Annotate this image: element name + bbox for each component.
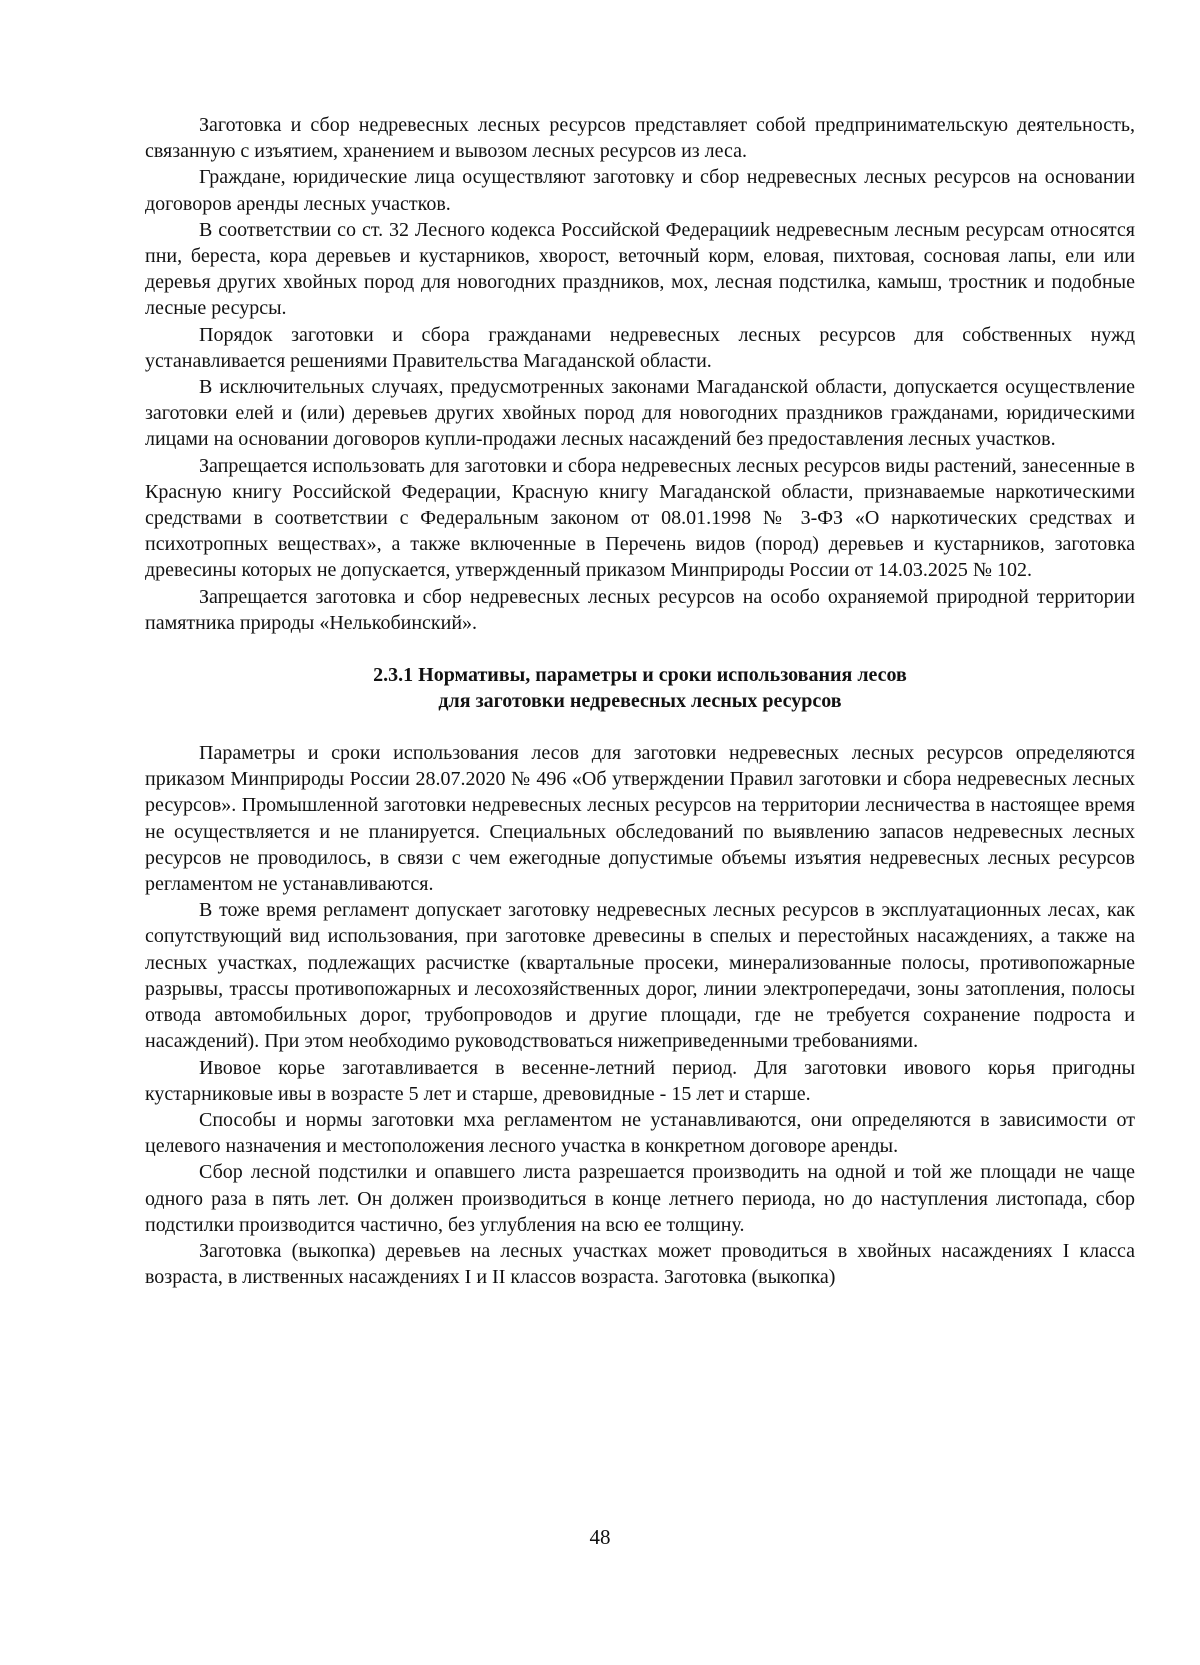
paragraph-body-6: Заготовка (выкопка) деревьев на лесных участках может проводиться в хвойных насаждениях I класса возраста, в лиственных насаждениях I и II классов возраста. Заготовка (выкопка) — [145, 1239, 1135, 1289]
section-heading — [145, 662, 1135, 714]
paragraph-body-3: Ивовое корье заготавливается в весенне-летний период. Для заготовки ивового корья пригодны кустарниковые ивы в возрасте 5 лет и старше, древовидные - 15 лет и старше. — [145, 1056, 1135, 1105]
paragraph-intro-6: Запрещается использовать для заготовки и сбора недревесных лесных ресурсов виды растений, занесенные в Красную книгу Российской Федерации, Красную книгу Магаданской области, признаваемые наркотическими средствами в соответствии с Федеральным законом от 08.01.1998 № 3-ФЗ «О наркотических средствах и психотропных веществах», а также включенные в Перечень видов (пород) деревьев и кустарников, заготовка древесины которых не допускается, утвержденный приказом Минприроды России от 14.03.2025 № 102. — [145, 454, 1135, 582]
paragraph-intro-3: В соответствии со ст. 32 Лесного кодекса Российской Федерацииk недревесным лесным ресурсам относятся пни, береста, кора деревьев и кустарников, хворост, веточный корм, еловая, пихтовая, сосновая лапы, ели или деревья других хвойных пород для новогодних праздников, мох, лесная подстилка, камыш, тростник и подобные лесные ресурсы. — [145, 218, 1135, 320]
paragraph-body-4: Способы и нормы заготовки мха регламентом не устанавливаются, они определяются в зависимости от целевого назначения и местоположения лесного участка в конкретном договоре аренды. — [145, 1108, 1135, 1158]
paragraph-intro-5: В исключительных случаях, предусмотренных законами Магаданской области, допускается осуществление заготовки елей и (или) деревьев других хвойных пород для новогодних праздников гражданами, юридическими лицами на основании договоров купли-продажи лесных насаждений без предоставления лесных участков. — [145, 376, 1135, 451]
paragraph-intro-4: Порядок заготовки и сбора гражданами недревесных лесных ресурсов для собственных нужд устанавливается решениями Правительства Магаданской области. — [145, 323, 1135, 372]
document-page — [145, 112, 1135, 1290]
paragraph-body-2: В тоже время регламент допускает заготовку недревесных лесных ресурсов в эксплуатационных лесах, как сопутствующий вид использования, при заготовке древесины в спелых и перестойных насаждениях, а также на лесных участках, подлежащих расчистке (квартальные просеки, минерализованные полосы, противопожарные разрывы, трассы противопожарных и лесохозяйственных дорог, линии электропередачи, зоны затопления, полосы отвода автомобильных дорог, трубопроводов и другие площади, где не требуется сохранение подроста и насаждений). При этом необходимо руководствоваться нижеприведенными требованиями. — [145, 899, 1135, 1053]
paragraph-intro-1: Заготовка и сбор недревесных лесных ресурсов представляет собой предпринимательскую деятельность, связанную с изъятием, хранением и вывозом лесных ресурсов из леса. — [145, 114, 1135, 163]
paragraph-body-5: Сбор лесной подстилки и опавшего листа разрешается производить на одной и той же площади не чаще одного раза в пять лет. Он должен производиться в конце летнего периода, но до наступления листопада, сбор подстилки производится частично, без углубления на всю ее толщину. — [145, 1161, 1135, 1236]
paragraph-intro-7: Запрещается заготовка и сбор недревесных лесных ресурсов на особо охраняемой природной территории памятника природы «Нелькобинский». — [145, 585, 1135, 634]
section-heading-line-2: для заготовки недревесных лесных ресурсов — [438, 690, 842, 713]
page-number: 48 — [589, 1525, 611, 1549]
paragraph-body-1: Параметры и сроки использования лесов для заготовки недревесных лесных ресурсов определяются приказом Минприроды России 28.07.2020 № 496 «Об утверждении Правил заготовки и сбора недревесных лесных ресурсов». Промышленной заготовки недревесных лесных ресурсов на территории лесничества в настоящее время не осуществляется и не планируется. Специальных обследований по выявлению запасов недревесных лесных ресурсов не проводилось, в связи с чем ежегодные допустимые объемы изъятия недревесных лесных ресурсов регламентом не устанавливаются. — [145, 742, 1135, 896]
section-heading-line-1: 2.3.1 Нормативы, параметры и сроки использования лесов — [373, 664, 907, 687]
paragraph-intro-2: Граждане, юридические лица осуществляют заготовку и сбор недревесных лесных ресурсов на основании договоров аренды лесных участков. — [145, 166, 1135, 215]
